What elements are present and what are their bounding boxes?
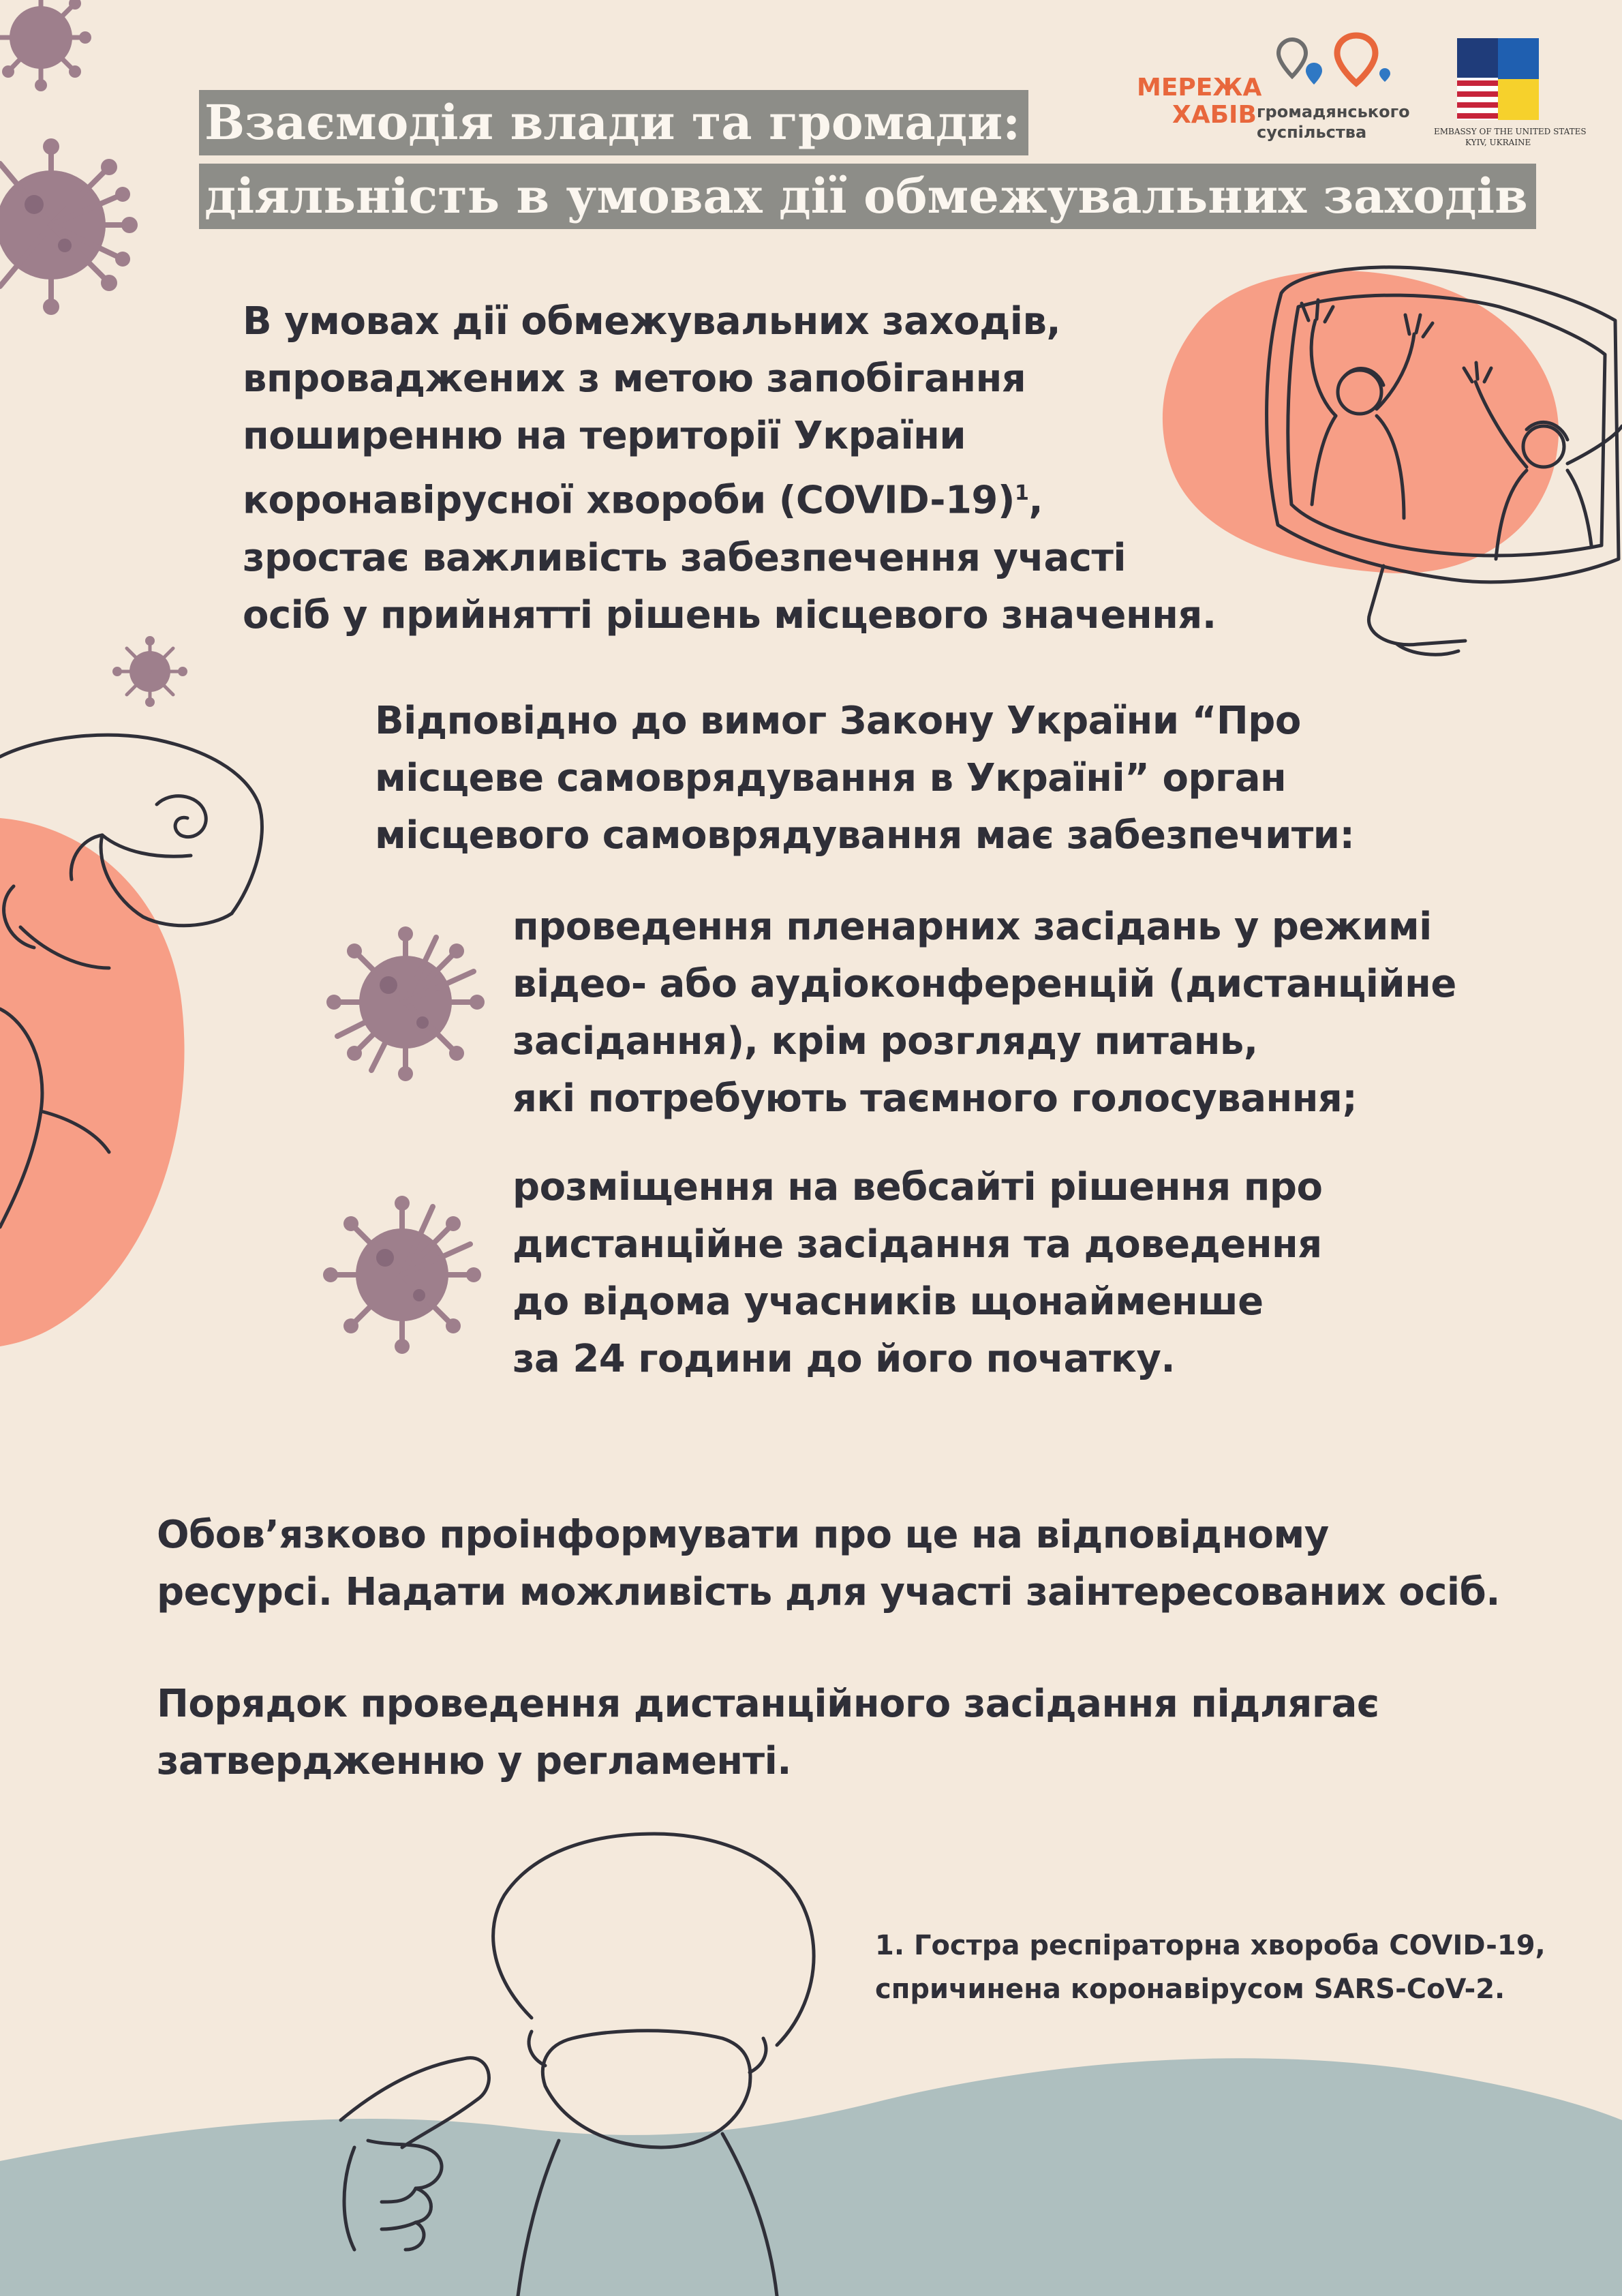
law-line-2: місцеве самоврядування в Україні” орган — [375, 756, 1287, 800]
intro-line-5: зростає важливість забезпечення участі — [243, 535, 1127, 580]
network-logo-word-2: ХАБІВ — [1172, 101, 1257, 129]
bullet-1-line-2: відео- або аудіоконференцій (дистанційне — [512, 962, 1456, 1006]
coral-blob-left — [0, 818, 185, 1346]
bullet-2-line-3: до відома учасників щонайменше — [512, 1280, 1264, 1324]
network-logo-word-1: МЕРЕЖА — [1137, 74, 1262, 102]
intro-line-4 — [243, 465, 1216, 530]
procedure-line-2: затвердженню у регламенті. — [157, 1739, 792, 1783]
bullet-1-line-3: засідання), крім розгляду питань, — [512, 1019, 1258, 1063]
wave-bottom — [0, 2058, 1622, 2296]
footnote — [875, 1924, 1546, 2011]
bullet-item-1 — [512, 898, 1456, 1128]
us-flag-icon — [1457, 38, 1539, 120]
footnote-line-1: 1. Гостра респіраторна хвороба COVID-19, — [875, 1930, 1546, 1961]
title-line-2: діяльність в умовах дії обмежувальних заходів — [199, 164, 1536, 229]
bullet-item-2 — [512, 1159, 1322, 1388]
intro-line-4-text: коронавірусної хвороби (COVID-19) — [243, 478, 1015, 523]
obligation-paragraph — [157, 1507, 1500, 1621]
virus-icon-bullet-1 — [326, 926, 485, 1081]
bullet-2-line-4: за 24 години до його початку. — [512, 1337, 1176, 1381]
procedure-line-1: Порядок проведення дистанційного засідання підлягає — [157, 1682, 1379, 1726]
intro-paragraph — [243, 293, 1216, 644]
footnote-line-2: спричинена коронавірусом SARS-CoV-2. — [875, 1974, 1505, 2005]
network-logo-word-3: громадянського — [1257, 102, 1410, 121]
bullet-1-line-4: які потребують таємного голосування; — [512, 1076, 1358, 1121]
footnote-mark: 1 — [1014, 481, 1029, 505]
virus-icon-top-left — [0, 0, 91, 91]
bullet-1-line-1: проведення пленарних засідань у режимі — [512, 905, 1432, 949]
procedure-paragraph — [157, 1676, 1379, 1790]
bullet-2-line-1: розміщення на вебсайті рішення про — [512, 1165, 1323, 1209]
network-logo-word-4: суспільства — [1257, 123, 1367, 142]
obligation-line-1: Обов’язково проінформувати про це на відповідному — [157, 1513, 1329, 1557]
virus-icon-left — [0, 138, 138, 315]
embassy-text-line-2: KYIV, UKRAINE — [1465, 138, 1531, 147]
map-pins-icon — [1279, 35, 1390, 85]
intro-line-2: впроваджених з метою запобігання — [243, 357, 1026, 401]
obligation-line-2: ресурсі. Надати можливість для участі заінтересованих осіб. — [157, 1570, 1500, 1614]
intro-line-3: поширенню на території України — [243, 414, 966, 458]
embassy-text-line-1: EMBASSY OF THE UNITED STATES — [1434, 127, 1587, 136]
law-line-3: місцевого самоврядування має забезпечити: — [375, 813, 1355, 858]
virus-icon-small — [112, 636, 187, 707]
intro-line-1: В умовах дії обмежувальних заходів, — [243, 299, 1061, 344]
virus-icon-bullet-2 — [323, 1196, 481, 1354]
title-line-1: Взаємодія влади та громади: — [199, 90, 1028, 155]
law-paragraph — [375, 693, 1354, 864]
intro-line-6: осіб у прийнятті рішень місцевого значення. — [243, 592, 1216, 637]
bullet-2-line-2: дистанційне засідання та доведення — [512, 1222, 1322, 1267]
law-line-1: Відповідно до вимог Закону України “Про — [375, 699, 1301, 743]
intro-comma: , — [1028, 478, 1043, 523]
